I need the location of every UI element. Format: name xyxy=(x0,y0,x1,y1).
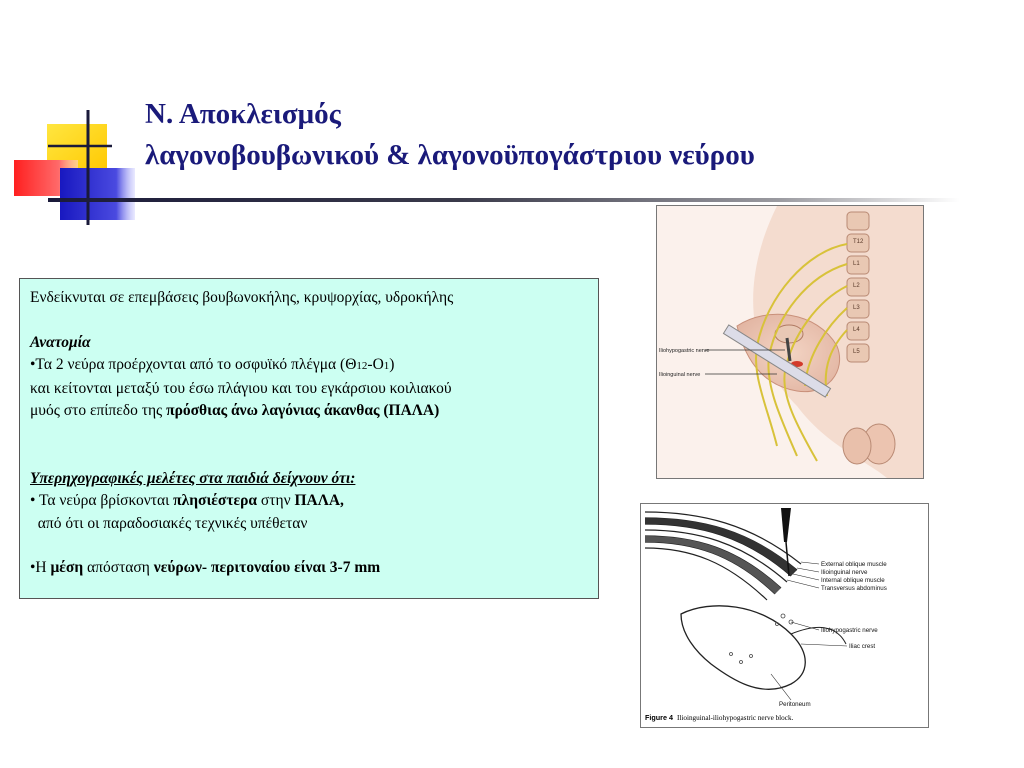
figure-caption-text: Ilioinguinal-iliohypogastric nerve block. xyxy=(676,714,794,722)
slide-logo xyxy=(0,0,140,240)
anatomy-line-3: μυός στο επίπεδο της πρόσθιας άνω λαγόνιας άκανθας (ΠΑΛΑ) xyxy=(30,402,440,419)
label-transversus: Transversus abdominus xyxy=(821,585,887,592)
vertebra-label-l3: L3 xyxy=(853,305,860,311)
label-peritoneum: Peritoneum xyxy=(779,701,811,708)
anatomy-line-2: και κείτονται μεταξύ του έσω πλάγιου και του εγκάρσιου κοιλιακού xyxy=(30,379,452,397)
slide-title xyxy=(145,94,755,176)
cross-section-figure xyxy=(640,503,929,728)
title-underline xyxy=(48,198,960,202)
distance-line: •Η μέση απόσταση νεύρων- περιτοναίου είναι 3-7 mm xyxy=(30,559,381,576)
label-iliac-crest: Iliac crest xyxy=(849,643,876,650)
title-line-2: λαγονοβουβωνικού & λαγονοϋπογάστριου νεύρου xyxy=(145,139,755,172)
ultrasound-heading: Υπερηχογραφικές μελέτες στα παιδιά δείχνουν ότι: xyxy=(30,469,356,487)
anatomy-heading: Ανατομία xyxy=(30,333,91,351)
vertebra-label-l5: L5 xyxy=(853,349,860,355)
title-line-1: Ν. Αποκλεισμός xyxy=(145,98,341,130)
label-external-oblique: External oblique muscle xyxy=(821,561,887,568)
figure-caption xyxy=(645,713,794,722)
vertebra-label-l4: L4 xyxy=(853,327,860,333)
content-textbox xyxy=(19,278,599,599)
vertebra-label-t12: T12 xyxy=(853,239,864,245)
indications-line: Ενδείκνυται σε επεμβάσεις βουβωνοκήλης, κρυψορχίας, υδροκήλης xyxy=(30,289,454,306)
iliohypogastric-label: Iliohypogastric nerve xyxy=(659,348,710,354)
label-iliohypogastric: Iliohypogastric nerve xyxy=(821,627,878,634)
figure-caption-label: Figure 4 xyxy=(645,713,673,722)
ilioinguinal-label: Ilioinguinal nerve xyxy=(659,372,701,378)
vertebra-label-l1: L1 xyxy=(853,261,860,267)
ultrasound-line-2: από ότι οι παραδοσιακές τεχνικές υπέθεταν xyxy=(30,514,308,532)
anatomy-line-1: •Τα 2 νεύρα προέρχονται από το οσφυϊκό πλέγμα (Θ12-Ο1) xyxy=(30,356,395,373)
ultrasound-line-1: • Τα νεύρα βρίσκονται πλησιέστερα στην ΠΑΛΑ, xyxy=(30,492,344,509)
label-internal-oblique: Internal oblique muscle xyxy=(821,577,885,584)
vertebra-label-l2: L2 xyxy=(853,283,860,289)
spine-nerve-illustration xyxy=(656,205,924,479)
label-ilioinguinal: Ilioinguinal nerve xyxy=(821,569,868,576)
